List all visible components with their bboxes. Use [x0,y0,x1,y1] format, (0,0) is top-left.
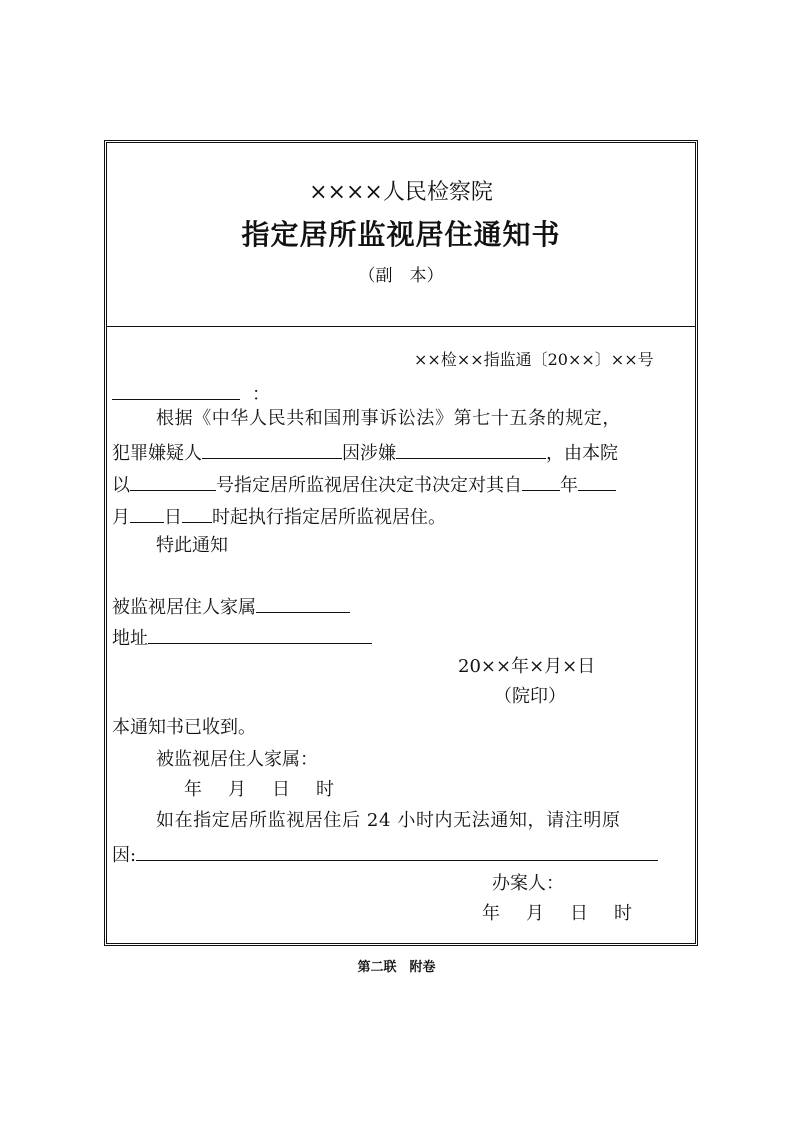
suspect-name-blank[interactable] [202,439,342,459]
year-label: 年 [560,475,578,496]
addressee-blank[interactable] [112,380,240,400]
decision-prefix: 以 [112,475,130,496]
reason-label: 因: [112,845,137,866]
reason-instruction: 如在指定居所监视居住后 24 小时内无法通知，请注明原 [156,810,621,831]
copy-label: （副 本） [358,266,444,286]
hour-blank[interactable] [182,503,212,523]
decision-number-blank[interactable] [130,471,216,491]
notice-phrase: 特此通知 [156,535,228,556]
case-handler-date: 年 月 日 时 [482,903,636,924]
issue-date: 20××年×月×日 [458,656,596,677]
day-blank[interactable] [130,503,164,523]
address-blank[interactable] [148,624,372,644]
addressee-colon: ： [252,384,270,405]
paragraph-line-3 [112,471,616,498]
paragraph-line-1: 根据《中华人民共和国刑事诉讼法》第七十五条的规定， [156,408,621,429]
suspect-label: 犯罪嫌疑人 [112,443,202,464]
document-title: 指定居所监视居住通知书 [241,218,561,251]
by-court-label: ，由本院 [546,443,618,464]
document-number: ××检××指监通〔20××〕××号 [414,350,654,369]
address-label: 地址 [112,628,148,649]
court-seal-label: （院印） [494,686,566,707]
reason-blank[interactable] [136,841,658,861]
charge-label: 因涉嫌 [342,443,396,464]
execution-text: 时起执行指定居所监视居住。 [212,507,446,528]
procuratorate-name: ××××人民检察院 [309,180,493,205]
family-blank[interactable] [256,593,350,613]
addressee-line [112,380,270,407]
decision-text: 号指定居所监视居住决定书决定对其自 [216,475,522,496]
receipt-date: 年 月 日 时 [184,779,338,800]
family-label: 被监视居住人家属 [112,597,256,618]
document-header [107,143,695,327]
address-line [112,624,372,651]
family-line [112,593,350,620]
month-label: 月 [112,507,130,528]
case-handler-label: 办案人： [492,873,564,894]
copy-footer: 第二联 附卷 [357,960,436,975]
day-label: 日 [164,507,182,528]
charge-blank[interactable] [396,439,546,459]
month-blank[interactable] [578,471,616,491]
paragraph-line-2 [112,439,618,466]
receipt-family-sign: 被监视居住人家属： [156,749,318,770]
paragraph-line-4 [112,503,446,530]
year-blank[interactable] [522,471,560,491]
receipt-statement: 本通知书已收到。 [112,717,256,738]
reason-line [112,841,658,868]
